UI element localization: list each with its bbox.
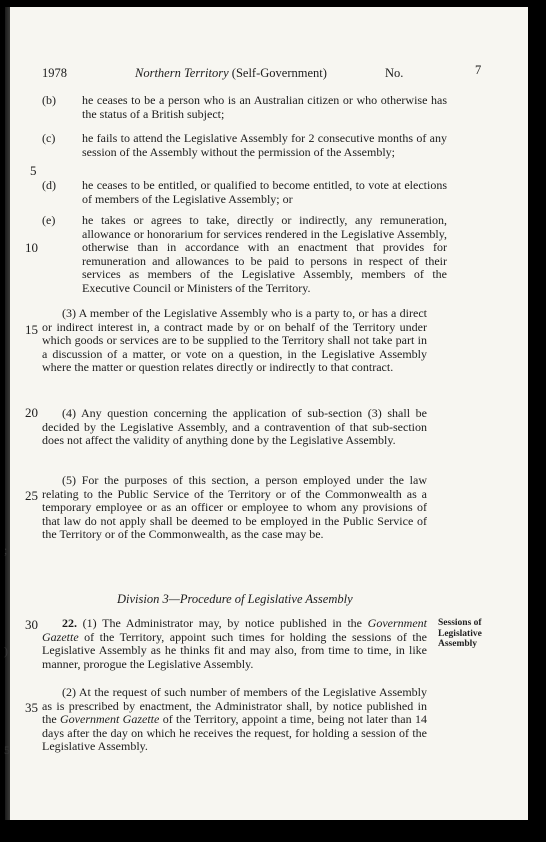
line-number: 15: [25, 322, 38, 337]
line-number: 20: [25, 405, 38, 420]
line-number: 10: [25, 240, 38, 255]
header-title-paren: (Self-Government): [231, 66, 327, 80]
item-label: (c): [42, 131, 56, 145]
division-heading: Division 3—Procedure of Legislative Assembly: [117, 592, 353, 606]
edge-mark: ): [4, 644, 8, 658]
gazette-title: Government Gazette: [42, 616, 427, 644]
edge-mark: ;: [4, 543, 8, 557]
item-label: (d): [42, 178, 56, 192]
paragraph-5: (5) For the purposes of this section, a person employed under the law relating to the Public Service of the Territory or of the Commonwealth as a temporary employee or as an officer or employee to whom any provisions of that law do not apply shall be deemed to be employed in the Public Service of the Territory or of the Commonwealth, as the case may be.: [42, 473, 427, 542]
section-22-subsection-1: [42, 617, 427, 671]
header-year: 1978: [42, 66, 67, 80]
item-label: (b): [42, 93, 56, 107]
line-number: 35: [25, 700, 38, 715]
header-no-label: No.: [385, 66, 404, 80]
line-number: 30: [25, 617, 38, 632]
edge-mark: 5: [4, 743, 10, 757]
list-item-d: [42, 178, 447, 206]
page-spine-shadow: [5, 7, 10, 820]
list-item-e: [42, 213, 447, 296]
line-number: 5: [30, 163, 37, 178]
item-text: he ceases to be entitled, or qualified to become entitled, to vote at elections of members of the Legislative Assembly; or: [82, 178, 447, 206]
header-page-number: 7: [475, 63, 482, 77]
item-text: he takes or agrees to take, directly or indirectly, any remuneration, allowance or honorarium for services rendered in the Legislative Assembly, otherwise than in accordance with an enactment that provides for remuneration and allowances to be paid to persons in respect of their services as members of the Legislative Assembly, members of the Executive Council or Ministers of the Territory.: [82, 213, 447, 295]
item-text: he ceases to be a person who is an Australian citizen or who otherwise has the status of a British subject;: [82, 93, 447, 121]
list-item-c: [42, 131, 447, 159]
section-text: (1) The Administrator may, by notice published in the: [77, 616, 368, 630]
paragraph-3: (3) A member of the Legislative Assembly who is a party to, or has a direct or indirect interest in, a contract made by or on behalf of the Territory under which goods or services are to be supplied to the Territory shall not take part in a discussion of a matter, or vote on a question, in the Legislative Assembly where the matter or question relates directly or indirectly to that contract.: [42, 306, 427, 375]
item-text: he fails to attend the Legislative Assembly for 2 consecutive months of any session of the Assembly without the permission of the Assembly;: [82, 131, 447, 159]
section-22-subsection-2: [42, 686, 427, 754]
section-text: of the Territory, appoint a time, being not later than 14 days after the day on which he receives the request, for holding a session of the Legislative Assembly.: [42, 712, 427, 754]
item-label: (e): [42, 213, 56, 227]
line-number: 25: [25, 488, 38, 503]
document-page: [5, 7, 528, 820]
section-number: 22.: [62, 616, 77, 630]
margin-note: Sessions of Legislative Assembly: [438, 618, 482, 649]
section-text: of the Territory, appoint such times for holding the sessions of the Legislative Assembly as he thinks fit and may also, from time to time, in like manner, prorogue the Legislative Assembly.: [42, 629, 427, 671]
header-title: [135, 66, 327, 81]
section-text: (2) At the request of such number of members of the Legislative Assembly as is prescribed by enactment, the Administrator shall, by notice published in the: [42, 685, 427, 727]
list-item-b: [42, 93, 447, 121]
gazette-title: Government Gazette: [60, 712, 160, 727]
header-title-main: Northern Territory: [135, 66, 232, 80]
paragraph-4: (4) Any question concerning the application of sub-section (3) shall be decided by the Legislative Assembly, and a contravention of that sub-section does not affect the validity of anything done by the Legislative Assembly.: [42, 406, 427, 448]
